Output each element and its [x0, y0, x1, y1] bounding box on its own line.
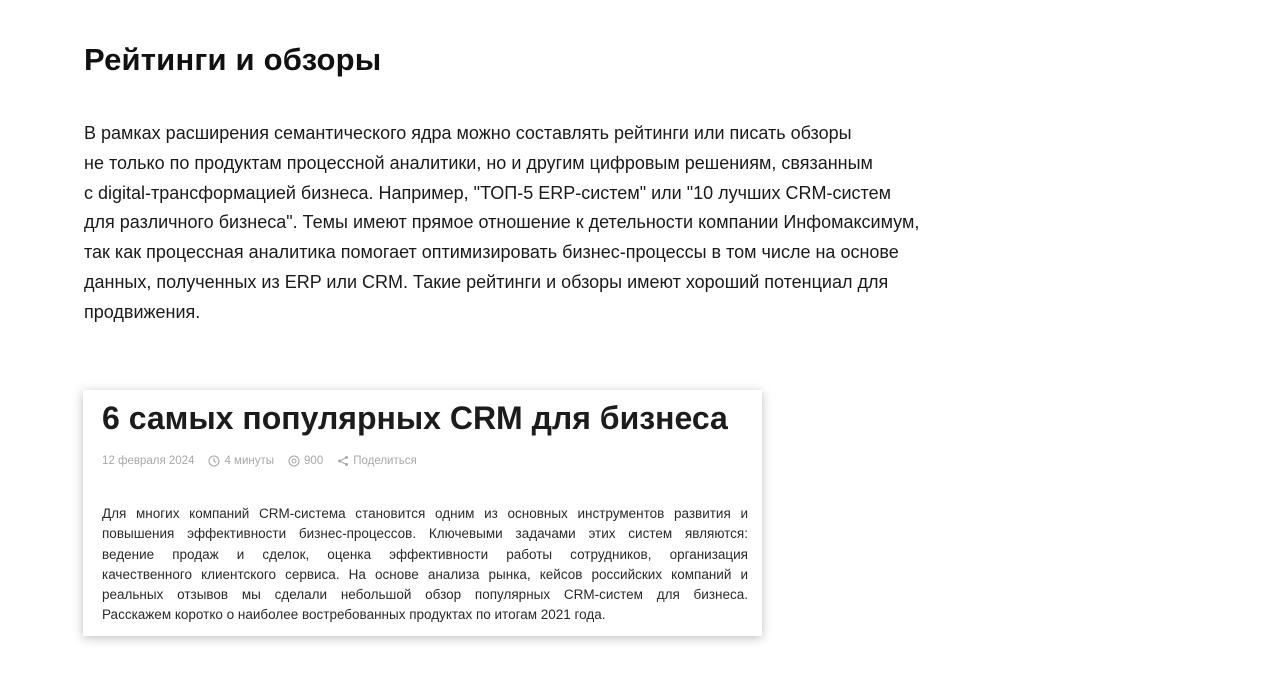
article-line: Расскажем коротко о наиболее востребованных продуктах по итогам 2021 года. [102, 607, 606, 623]
article-meta [102, 455, 417, 467]
article-line: качественного клиентского сервиса. На основе анализа рынка, кейсов российских компаний и [102, 566, 748, 582]
article-line: Для многих компаний CRM-система становится одним из основных инструментов развития и [102, 506, 748, 521]
share-icon [337, 455, 349, 467]
article-screenshot-card [83, 390, 762, 636]
views-count: 900 [304, 455, 324, 467]
paragraph-line: В рамках расширения семантического ядра можно составлять рейтинги или писать обзоры [84, 123, 852, 143]
article-line: повышения эффективности бизнес-процессов. Ключевыми задачами этих систем являются: [102, 526, 748, 542]
paragraph-line: продвижения. [84, 301, 201, 322]
article-title: 6 самых популярных CRM для бизнеса [102, 400, 728, 436]
paragraph-line: с digital-трансформацией бизнеса. Например, "ТОП-5 ERP-систем" или "10 лучших CRM-систем [84, 182, 891, 203]
views-icon [288, 455, 300, 467]
article-body [102, 504, 748, 626]
section-title: Рейтинги и обзоры [84, 42, 382, 77]
paragraph-line: данных, полученных из ERP или CRM. Такие рейтинги и обзоры имеют хороший потенциал для [84, 271, 889, 292]
share-link: Поделиться [353, 455, 417, 467]
article-line: ведение продаж и сделок, оценка эффективности работы сотрудников, организация [102, 546, 748, 562]
article-date: 12 февраля 2024 [102, 455, 195, 467]
clock-icon [208, 455, 220, 467]
article-line: реальных отзывов мы сделали небольшой обзор популярных CRM-систем для бизнеса. [102, 587, 748, 603]
read-time: 4 минуты [224, 455, 275, 467]
paragraph-line: так как процессная аналитика помогает оптимизировать бизнес-процессы в том числе на основе [84, 242, 899, 263]
section-paragraph [84, 119, 919, 328]
paragraph-line: для различного бизнеса". Темы имеют прямое отношение к детельности компании Инфомаксимум, [84, 212, 920, 233]
paragraph-line: не только по продуктам процессной аналитики, но и другим цифровым решениям, связанным [84, 152, 873, 173]
